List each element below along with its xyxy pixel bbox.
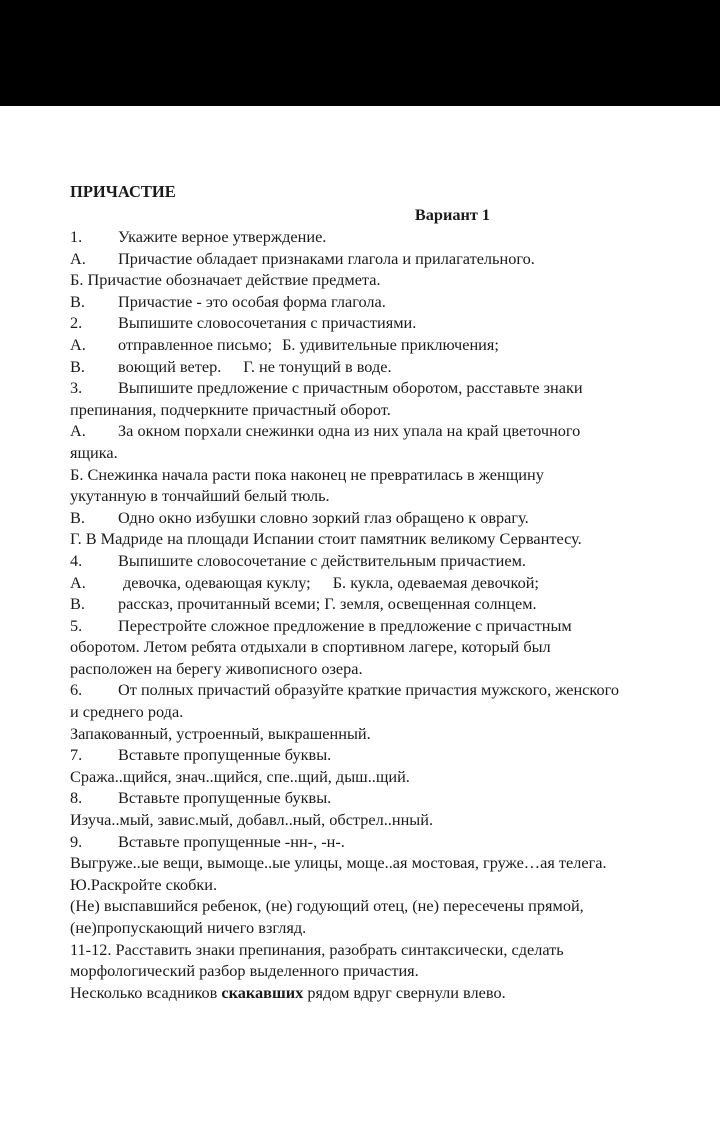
q1-option-v: В. Причастие - это особая форма глагола. — [70, 291, 386, 311]
question-4: 4. Выпишите словосочетание с действительным причастием. — [70, 550, 526, 570]
question-3: 3. Выпишите предложение с причастным оборотом, расставьте знаки — [70, 378, 583, 398]
q1-option-a: А. Причастие обладает признаками глагола и прилагательного. — [70, 248, 535, 268]
q2-options-vg: В. воющий ветер. Г. не тонущий в воде. — [70, 356, 392, 376]
question-11-12-cont: морфологический разбор выделенного причастия. — [70, 961, 419, 981]
question-10-cont: (Не) выспавшийся ребенок, (не) годующий отец, (не) пересечены прямой, — [70, 896, 584, 916]
question-11-12-sentence: Несколько всадников скакавших рядом вдруг свернули влево. — [70, 982, 506, 1002]
question-6-cont: и среднего рода. — [70, 702, 184, 722]
q2-options-ab: А. отправленное письмо; Б. удивительные приключения; — [70, 334, 499, 354]
question-5-cont: оборотом. Летом ребята отдыхали в спортивном лагере, который был — [70, 637, 551, 657]
q3-option-a-cont: ящика. — [70, 442, 118, 462]
question-7: 7. Вставьте пропущенные буквы. — [70, 745, 332, 765]
question-10-cont2: (не)пропускающий ничего взгляд. — [70, 918, 307, 937]
question-3-cont: препинания, подчеркните причастный оборот. — [70, 399, 391, 419]
q4-options-vg: В. рассказ, прочитанный всеми; Г. земля, освещенная солнцем. — [70, 594, 537, 614]
q3-option-g: Г. В Мадриде на площади Испании стоит памятник великому Сервантесу. — [70, 529, 582, 549]
q3-option-b-cont: укутанную в тончайший белый тюль. — [70, 486, 330, 506]
variant-heading: Вариант 1 — [414, 205, 491, 224]
question-8-words: Изуча..мый, завис.мый, добавл..ный, обстрел..нный. — [70, 810, 434, 830]
doc-title: ПРИЧАСТИЕ — [70, 182, 176, 201]
question-9-words: Выгруже..ые вещи, вымоще..ые улицы, моще..ая мостовая, груже…ая телега. — [70, 853, 607, 873]
question-2: 2. Выпишите словосочетания с причастиями. — [70, 313, 417, 333]
question-11-12: 11-12. Расставить знаки препинания, разобрать синтаксически, сделать — [70, 939, 564, 959]
question-6-words: Запакованный, устроенный, выкрашенный. — [70, 723, 371, 743]
question-9: 9. Вставьте пропущенные -нн-, -н-. — [70, 831, 345, 851]
q1-option-b: Б. Причастие обозначает действие предмета. — [70, 270, 381, 290]
q4-options-ab: А. девочка, одевающая куклу; Б. кукла, одеваемая девочкой; — [70, 572, 539, 592]
question-8: 8. Вставьте пропущенные буквы. — [70, 788, 332, 808]
question-6: 6. От полных причастий образуйте краткие причастия мужского, женского — [70, 680, 620, 700]
q3-option-v: В. Одно окно избушки словно зоркий глаз обращено к оврагу. — [70, 507, 529, 527]
document-page — [70, 176, 685, 1003]
question-7-words: Сража..щийся, знач..щийся, спе..щий, дыш..щий. — [70, 766, 410, 786]
q3-option-a: А. За окном порхали снежинки одна из них упала на край цветочного — [70, 421, 581, 441]
top-black-bar — [0, 0, 720, 106]
question-5: 5. Перестройте сложное предложение в предложение с причастным — [70, 615, 572, 635]
question-5-cont2: расположен на берегу живописного озера. — [70, 658, 363, 678]
highlighted-participle: скакавших — [221, 982, 304, 1002]
question-1: 1. Укажите верное утверждение. — [70, 227, 327, 246]
q3-option-b: Б. Снежинка начала расти пока наконец не превратилась в женщину — [70, 464, 544, 484]
question-10: Ю.Раскройте скобки. — [70, 874, 218, 894]
